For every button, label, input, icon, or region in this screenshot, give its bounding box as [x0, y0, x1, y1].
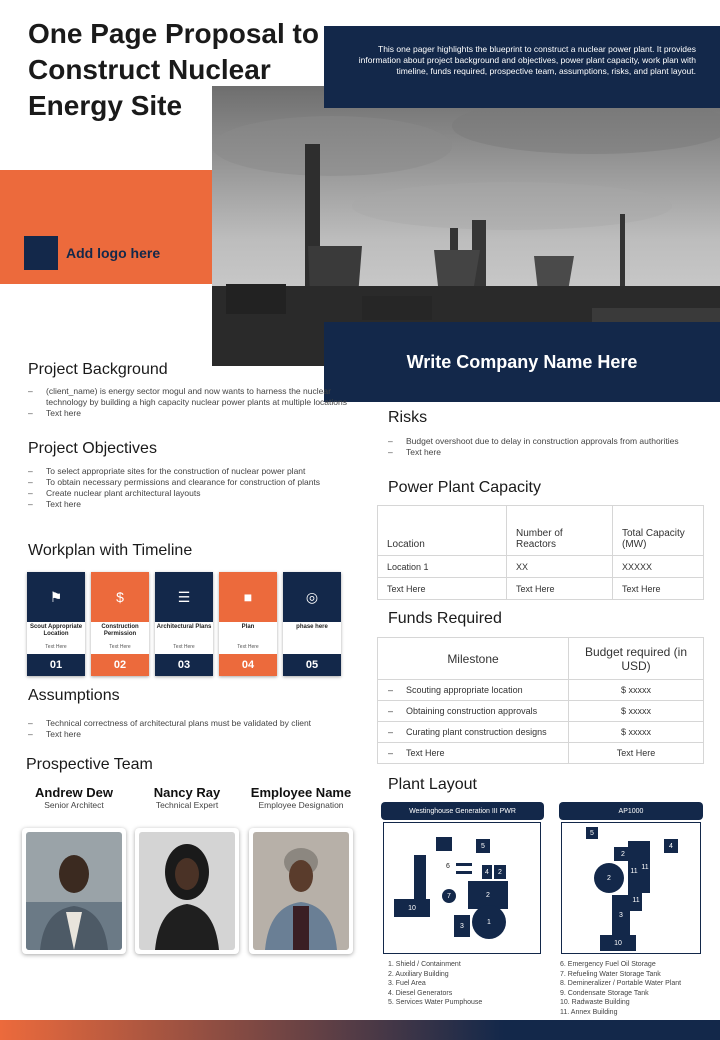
company-name: Write Company Name Here	[406, 351, 638, 372]
workplan-step-number: 04	[219, 654, 277, 676]
list-item: – (client_name) is energy sector mogul and now wants to harness the nuclear technology by building a high capacity nuclear power plants at multiple locations	[28, 386, 364, 408]
workplan-step-label: Construction Permission	[101, 624, 139, 637]
table-cell: XXXXX	[613, 556, 704, 578]
capacity-heading: Power Plant Capacity	[388, 479, 541, 496]
member-name: Nancy Ray	[153, 785, 221, 800]
legend-item: 3. Fuel Area	[388, 980, 426, 988]
logo-text: Add logo here	[66, 245, 161, 261]
workplan-step-5	[283, 572, 341, 676]
funds-heading: Funds Required	[388, 610, 502, 627]
member-name: Employee Name	[250, 785, 352, 800]
table-cell: $ xxxxx	[569, 701, 704, 722]
target-icon: ◎	[305, 588, 319, 605]
risks-list	[388, 436, 688, 458]
workplan-step-label: Scout Appropriate Location	[29, 624, 83, 637]
table-cell: – Text Here	[378, 743, 569, 764]
workplan-step-number: 05	[283, 654, 341, 676]
layout-left-title: Westinghouse Generation III PWR	[381, 802, 544, 820]
table-cell: – Obtaining construction approvals	[378, 701, 569, 722]
list-item: – Text here	[388, 447, 688, 458]
member-name: Andrew Dew	[34, 785, 113, 800]
workplan-step-label: phase here	[296, 624, 328, 630]
money-bag-icon: $	[116, 589, 124, 605]
workplan-heading: Workplan with Timeline	[28, 542, 193, 559]
table-cell: XX	[507, 556, 613, 578]
table-row	[378, 578, 704, 600]
workplan-step-label: Architectural Plans	[156, 624, 212, 630]
workplan-step-number: 01	[27, 654, 85, 676]
plant-layout-heading: Plant Layout	[388, 776, 477, 793]
project-background-heading: Project Background	[28, 361, 168, 378]
workplan-step-4	[219, 572, 277, 676]
member-photo-card	[249, 828, 353, 954]
workplan-step-1	[27, 572, 85, 676]
column-header: Milestone	[378, 638, 569, 680]
layout-legend-right	[560, 960, 681, 1018]
layout-right-diagram: 5 2 11 11 4 2 11 3 10	[561, 822, 701, 954]
legend-item: 11. Annex Building	[560, 1008, 618, 1016]
avatar	[26, 832, 122, 950]
table-cell: Text Here	[613, 578, 704, 600]
company-name-box	[324, 322, 720, 402]
workplan-step-sub: Text Here	[173, 644, 195, 650]
table-cell: $ xxxxx	[569, 680, 704, 701]
member-photo-card	[135, 828, 239, 954]
member-role: Employee Designation	[258, 800, 344, 810]
table-header-row	[378, 506, 704, 556]
table-cell: Text Here	[507, 578, 613, 600]
column-header: Location	[378, 506, 507, 556]
legend-item: 6. Emergency Fuel Oil Storage	[560, 961, 656, 968]
workplan-step-number: 02	[91, 654, 149, 676]
workplan-step-sub: Text Here	[237, 644, 259, 650]
member-role: Technical Expert	[155, 800, 219, 810]
table-header-row	[378, 638, 704, 680]
list-item: – Text here	[28, 499, 328, 510]
layout-left-diagram: 5 10 4 2 2 7 3 1 6	[383, 822, 541, 954]
assumptions-list	[28, 718, 358, 740]
column-header: Budget required (in USD)	[569, 638, 704, 680]
avatar	[253, 832, 349, 950]
legend-item: 9. Condensate Storage Tank	[560, 989, 649, 997]
workplan-step-sub: Text Here	[45, 644, 67, 650]
workplan-step-sub	[283, 644, 341, 654]
column-header: Total Capacity (MW)	[613, 506, 704, 556]
table-cell: Location 1	[378, 556, 507, 578]
table-row	[378, 701, 704, 722]
table-cell: Text Here	[569, 743, 704, 764]
risks-heading: Risks	[388, 409, 428, 426]
legend-item: 5. Services Water Pumphouse	[388, 999, 483, 1007]
team-member-3	[240, 785, 362, 810]
table-row	[378, 556, 704, 578]
table-row	[378, 722, 704, 743]
team-heading: Prospective Team	[26, 756, 153, 773]
workplan-step-label: Plan	[241, 624, 255, 630]
location-icon: ⚑	[49, 588, 63, 605]
table-cell: – Curating plant construction designs	[378, 722, 569, 743]
workplan-step-sub: Text Here	[109, 644, 131, 650]
table-row	[378, 680, 704, 701]
list-item: – Text here	[28, 729, 358, 740]
legend-item: 1. Shield / Containment	[388, 961, 461, 968]
list-item: – Budget overshoot due to delay in construction approvals from authorities	[388, 436, 688, 447]
legend-item: 8. Demineralizer / Portable Water Plant	[560, 980, 682, 988]
team-member-1	[18, 785, 130, 810]
table-row	[378, 743, 704, 764]
project-objectives-list	[28, 466, 328, 510]
layout-right-title: AP1000	[559, 802, 703, 820]
workplan-step-number: 03	[155, 654, 213, 676]
table-cell: $ xxxxx	[569, 722, 704, 743]
document-icon: ☰	[177, 588, 191, 605]
layout-legend-left	[388, 960, 482, 1008]
list-item: – To obtain necessary permissions and clearance for construction of plants	[28, 477, 328, 488]
project-background-list	[28, 386, 364, 419]
intro-box	[324, 26, 720, 108]
avatar	[139, 832, 235, 950]
workplan-step-2	[91, 572, 149, 676]
assumptions-heading: Assumptions	[28, 687, 120, 704]
table-cell: – Scouting appropriate location	[378, 680, 569, 701]
column-header: Number of Reactors	[507, 506, 613, 556]
member-photo-card	[22, 828, 126, 954]
factory-icon: ■	[243, 589, 253, 605]
member-role: Senior Architect	[44, 800, 104, 810]
legend-item: 7. Refueling Water Storage Tank	[560, 970, 661, 978]
logo-placeholder	[24, 236, 58, 270]
list-item: – Create nuclear plant architectural layouts	[28, 488, 328, 499]
list-item: – Text here	[28, 408, 364, 419]
project-objectives-heading: Project Objectives	[28, 440, 157, 457]
legend-item: 2. Auxiliary Building	[388, 970, 449, 978]
legend-item: 4. Diesel Generators	[388, 989, 453, 997]
workplan-step-3	[155, 572, 213, 676]
legend-item: 10. Radwaste Building	[560, 999, 630, 1007]
team-member-2	[131, 785, 243, 810]
list-item: – To select appropriate sites for the construction of nuclear power plant	[28, 466, 328, 477]
capacity-table	[377, 505, 704, 600]
list-item: – Technical correctness of architectural plans must be validated by client	[28, 718, 358, 729]
footer-bar	[0, 1020, 720, 1040]
table-cell: Text Here	[378, 578, 507, 600]
intro-text: This one pager highlights the blueprint to construct a nuclear power plant. It provides information about project background and objectives, power plant capacity, work plan with timeline, funds required, prospective team, assumptions, risks, and plant layout.	[358, 44, 696, 76]
funds-table	[377, 637, 704, 764]
page-title: One Page Proposal to Construct Nuclear Energy Site	[28, 18, 319, 121]
